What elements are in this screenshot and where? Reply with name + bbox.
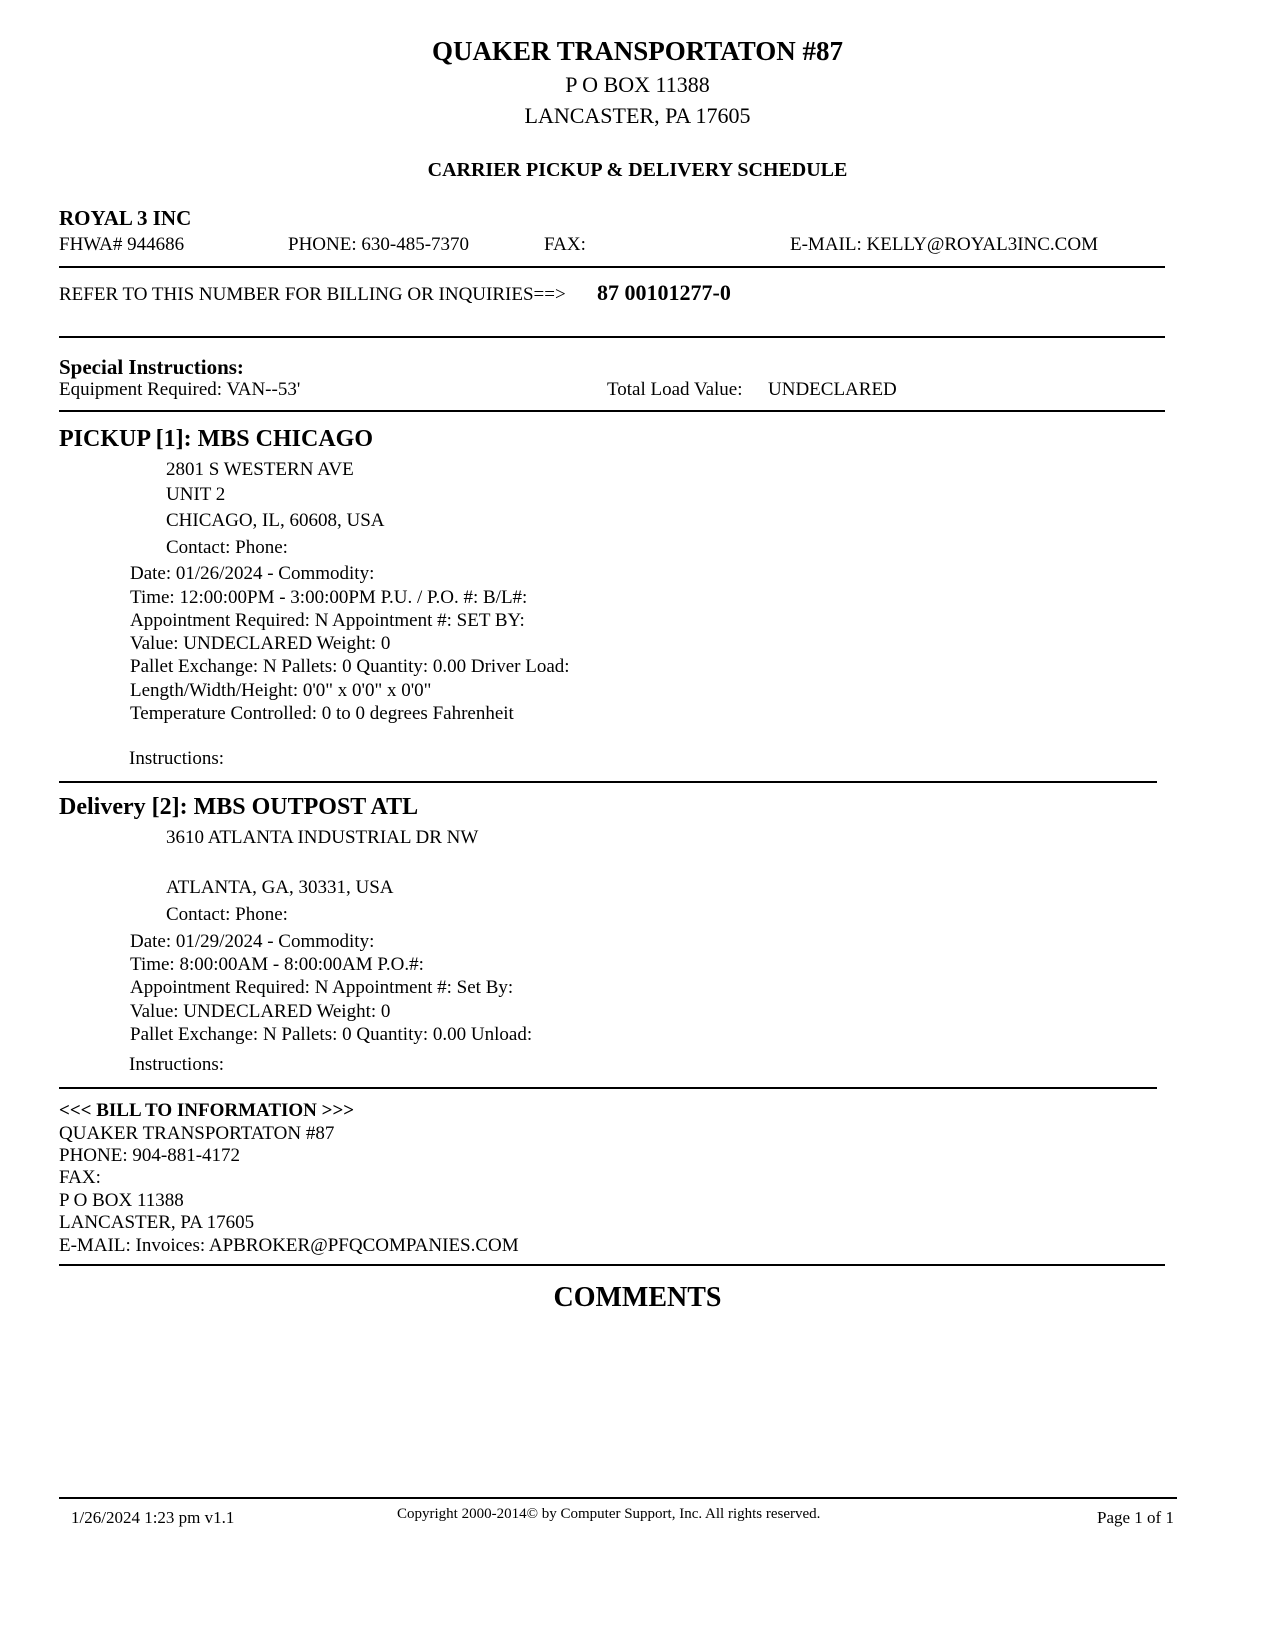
bill-to-line: QUAKER TRANSPORTATON #87 <box>59 1123 335 1144</box>
pickup-detail-line: Pallet Exchange: N Pallets: 0 Quantity: 0.00 Driver Load: <box>130 656 570 677</box>
delivery-heading: Delivery [2]: MBS OUTPOST ATL <box>59 794 419 820</box>
bill-to-title: <<< BILL TO INFORMATION >>> <box>59 1100 355 1121</box>
equipment-required: Equipment Required: VAN--53' <box>59 379 301 400</box>
bill-to-line: E-MAIL: Invoices: APBROKER@PFQCOMPANIES.COM <box>59 1235 519 1256</box>
carrier-fhwa: FHWA# 944686 <box>59 234 185 255</box>
bill-to-line: PHONE: 904-881-4172 <box>59 1145 241 1166</box>
delivery-contact: Contact: Phone: <box>166 904 288 925</box>
divider <box>59 1087 1157 1089</box>
footer-page-number: Page 1 of 1 <box>1097 1508 1174 1527</box>
delivery-address-line: 3610 ATLANTA INDUSTRIAL DR NW <box>166 827 479 848</box>
pickup-detail-line: Time: 12:00:00PM - 3:00:00PM P.U. / P.O. #: B/L#: <box>130 587 528 608</box>
bill-to-line: P O BOX 11388 <box>59 1190 184 1211</box>
company-title: QUAKER TRANSPORTATON #87 <box>431 36 844 66</box>
pickup-heading: PICKUP [1]: MBS CHICAGO <box>59 426 373 452</box>
pickup-detail-line: Date: 01/26/2024 - Commodity: <box>130 563 375 584</box>
footer-divider <box>59 1497 1177 1499</box>
company-address-line2: LANCASTER, PA 17605 <box>524 103 751 128</box>
special-instructions-title: Special Instructions: <box>59 355 244 379</box>
carrier-fax: FAX: <box>544 234 586 255</box>
carrier-name: ROYAL 3 INC <box>59 206 192 230</box>
company-address-line1: P O BOX 11388 <box>565 72 710 97</box>
delivery-detail-line: Value: UNDECLARED Weight: 0 <box>130 1001 391 1022</box>
pickup-detail-line: Appointment Required: N Appointment #: SET BY: <box>130 610 525 631</box>
delivery-detail-line: Time: 8:00:00AM - 8:00:00AM P.O.#: <box>130 954 424 975</box>
delivery-instructions: Instructions: <box>129 1054 224 1075</box>
delivery-detail-line: Appointment Required: N Appointment #: Set By: <box>130 977 514 998</box>
divider <box>59 781 1157 783</box>
bill-to-line: FAX: <box>59 1167 101 1188</box>
divider <box>59 410 1165 412</box>
delivery-detail-line: Date: 01/29/2024 - Commodity: <box>130 931 375 952</box>
pickup-detail-line: Length/Width/Height: 0'0" x 0'0" x 0'0" <box>130 680 432 701</box>
document-title: CARRIER PICKUP & DELIVERY SCHEDULE <box>427 159 848 181</box>
divider <box>59 336 1165 338</box>
divider <box>59 1264 1165 1266</box>
comments-title: COMMENTS <box>553 1282 722 1313</box>
pickup-instructions: Instructions: <box>129 748 224 769</box>
divider <box>59 266 1165 268</box>
pickup-address-line: 2801 S WESTERN AVE <box>166 459 354 480</box>
pickup-detail-line: Value: UNDECLARED Weight: 0 <box>130 633 391 654</box>
delivery-address-line: ATLANTA, GA, 30331, USA <box>166 877 394 898</box>
bill-to-line: LANCASTER, PA 17605 <box>59 1212 255 1233</box>
total-load-value: UNDECLARED <box>768 379 897 400</box>
footer-copyright: Copyright 2000-2014© by Computer Support, Inc. All rights reserved. <box>397 1506 821 1522</box>
delivery-detail-line: Pallet Exchange: N Pallets: 0 Quantity: 0.00 Unload: <box>130 1024 533 1045</box>
pickup-address-line: UNIT 2 <box>166 484 226 505</box>
pickup-contact: Contact: Phone: <box>166 537 288 558</box>
billing-ref-number: 87 00101277-0 <box>597 280 731 305</box>
carrier-email: E-MAIL: KELLY@ROYAL3INC.COM <box>790 234 1098 255</box>
carrier-phone: PHONE: 630-485-7370 <box>288 234 470 255</box>
pickup-detail-line: Temperature Controlled: 0 to 0 degrees Fahrenheit <box>130 703 514 724</box>
footer-timestamp: 1/26/2024 1:23 pm v1.1 <box>71 1508 235 1527</box>
total-load-value-label: Total Load Value: <box>607 379 743 400</box>
pickup-address-line: CHICAGO, IL, 60608, USA <box>166 510 385 531</box>
billing-ref-label: REFER TO THIS NUMBER FOR BILLING OR INQUIRIES==> <box>59 284 566 305</box>
